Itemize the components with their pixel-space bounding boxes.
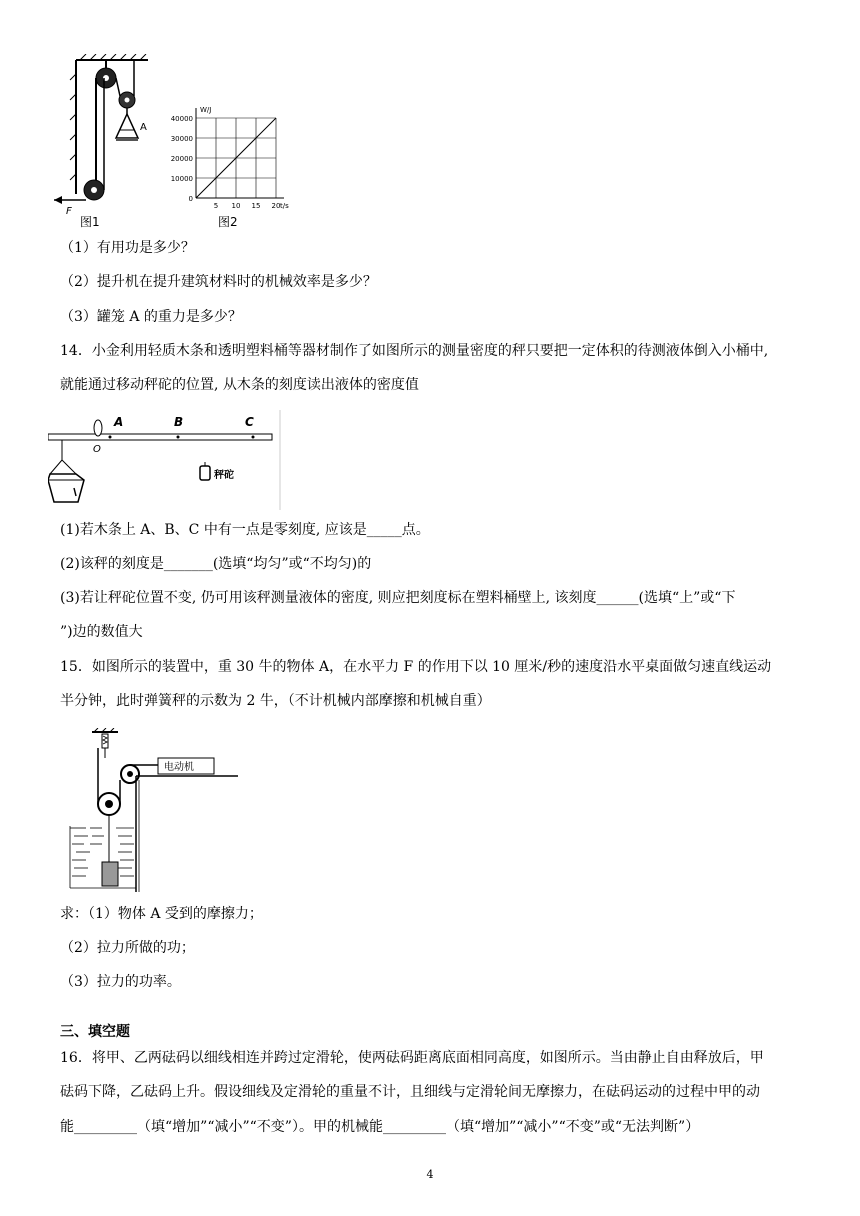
x-axis-label: t/s	[280, 202, 289, 210]
label-b: B	[174, 415, 184, 429]
q15-sub3: （3）拉力的功率。	[60, 974, 181, 990]
y-tick-label: 30000	[170, 135, 193, 143]
q15-line2: 半分钟，此时弹簧秤的示数为 2 牛，（不计机械内部摩擦和机械自重）	[60, 693, 491, 709]
q15-sub1: 求：（1）物体 A 受到的摩擦力；	[60, 906, 263, 922]
y-tick-label: 10000	[170, 175, 193, 183]
figure-15	[62, 728, 262, 892]
q14-sub3b: ”)边的数值大	[60, 624, 143, 640]
hook	[94, 420, 102, 436]
q15-sub2: （2）拉力所做的功；	[60, 940, 195, 956]
q14-sub3a: (3)若让秤砣位置不变, 仍可用该秤测量液体的密度, 则应把刻度标在塑料桶壁上, 该刻度______(选填“上”或“下	[60, 590, 736, 606]
motor-label: 电动机	[164, 762, 194, 773]
cage-a	[116, 114, 138, 138]
q16-line2: 砝码下降，乙砝码上升。假设细线及定滑轮的重量不计，且细线与定滑轮间无摩擦力，在砝码运动的过程中甲的动	[60, 1084, 760, 1100]
y-tick-label: 40000	[170, 115, 193, 123]
q14-line2: 就能通过移动秤砣的位置, 从木条的刻度读出液体的密度值	[60, 377, 419, 393]
counter-weight	[200, 466, 210, 480]
label-weight: 秤砣	[214, 470, 234, 481]
bucket	[48, 474, 84, 502]
section-title: 三、填空题	[60, 1024, 130, 1040]
y-axis-label: W/J	[200, 106, 212, 114]
work-time-chart	[171, 106, 289, 210]
q13-sub2: （2）提升机在提升建筑材料时的机械效率是多少？	[60, 274, 377, 290]
y-tick-label: 0	[188, 195, 193, 203]
x-tick-label: 10	[231, 202, 241, 210]
q14-sub2: (2)该秤的刻度是_______(选填“均匀”或“不均匀)的	[60, 556, 372, 572]
label-fig1: 图1	[80, 215, 100, 229]
q14-line1: 14．小金利用轻质木条和透明塑料桶等器材制作了如图所示的测量密度的秤只要把一定体积的待测液体倒入小桶中,	[60, 343, 769, 359]
q16-line1: 16．将甲、乙两砝码以细线相连并跨过定滑轮，使两砝码距离底面相同高度，如图所示。当由静止自由释放后，甲	[60, 1050, 764, 1066]
q13-sub3: （3）罐笼 A 的重力是多少？	[60, 309, 242, 325]
ceiling	[76, 54, 148, 60]
q14-sub1: (1)若木条上 A、B、C 中有一点是零刻度, 应该是_____点。	[60, 522, 430, 538]
object	[102, 862, 118, 886]
page-number: 4	[426, 1168, 434, 1181]
label-f: F	[66, 206, 72, 217]
x-tick-label: 15	[251, 202, 261, 210]
y-tick-label: 20000	[170, 155, 193, 163]
label-fig2: 图2	[218, 215, 238, 229]
label-o: O	[93, 444, 101, 455]
figure-13	[48, 54, 298, 232]
q16-line3: 能_________（填“增加”“减小”“不变”）。甲的机械能_________（填“增加”“减小”“不变”或“无法判断”）	[60, 1119, 700, 1135]
q13-sub1: （1）有用功是多少？	[60, 240, 195, 256]
label-c: C	[245, 415, 254, 429]
x-tick-label: 20	[271, 202, 281, 210]
label-a: A	[140, 122, 147, 133]
q15-line1: 15．如图所示的装置中，重 30 牛的物体 A，在水平力 F 的作用下以 10 厘米/秒的速度沿水平桌面做匀速直线运动	[60, 659, 772, 675]
wooden-bar	[48, 434, 272, 440]
x-tick-label: 5	[213, 202, 219, 210]
wall	[70, 60, 76, 194]
figure-14	[48, 410, 288, 510]
label-a: A	[114, 415, 124, 429]
